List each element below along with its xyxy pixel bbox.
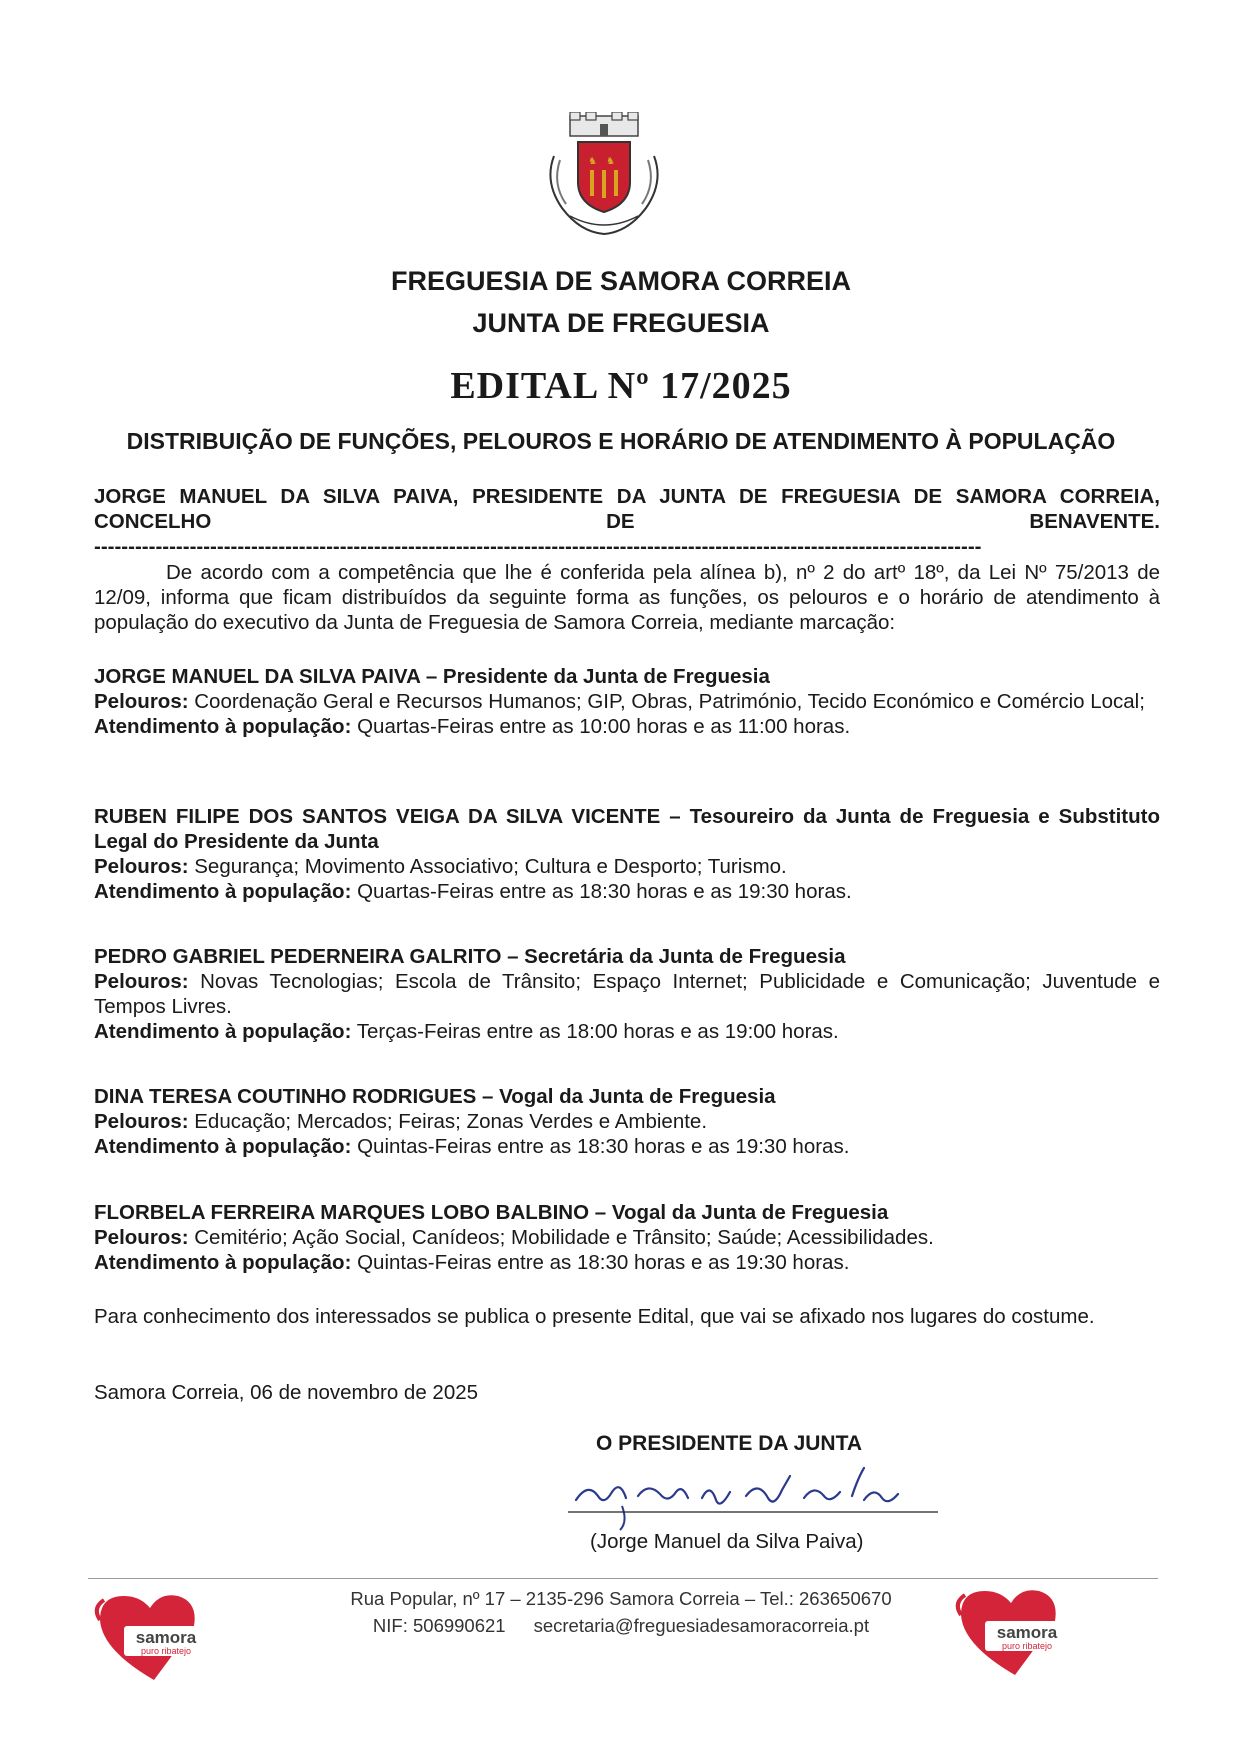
member-pelouros: Educação; Mercados; Feiras; Zonas Verdes e Ambiente.	[194, 1110, 708, 1133]
signatory-name: (Jorge Manuel da Silva Paiva)	[590, 1530, 864, 1553]
member-heading: RUBEN FILIPE DOS SANTOS VEIGA DA SILVA VICENTE – Tesoureiro da Junta de Freguesia e Substituto Legal do Presidente da Junta	[94, 805, 1160, 853]
svg-text:♞: ♞	[588, 156, 597, 167]
handwritten-signature	[568, 1452, 938, 1532]
atendimento-label: Atendimento à população:	[94, 1020, 352, 1043]
atendimento-label: Atendimento à população:	[94, 880, 352, 903]
samora-logo-right	[955, 1585, 1075, 1679]
footer-address: Rua Popular, nº 17 – 2135-296 Samora Correia – Tel.: 263650670	[350, 1588, 892, 1609]
svg-text:♞: ♞	[606, 156, 615, 167]
atendimento-label: Atendimento à população:	[94, 1135, 352, 1158]
logo-tagline: puro ribatejo	[1001, 1641, 1053, 1651]
coat-of-arms-crest	[540, 112, 668, 244]
intro-statement	[94, 484, 1160, 559]
footer-nif: NIF: 506990621	[372, 1615, 506, 1636]
pelouros-label: Pelouros:	[94, 970, 189, 993]
member-heading: FLORBELA FERREIRA MARQUES LOBO BALBINO – Vogal da Junta de Freguesia	[94, 1201, 889, 1224]
atendimento-label: Atendimento à população:	[94, 715, 352, 738]
footer-email: secretaria@freguesiadesamoracorreia.pt	[533, 1615, 870, 1636]
member-entry	[94, 804, 1160, 904]
member-entry	[94, 944, 1160, 1044]
intro-paragraph: De acordo com a competência que lhe é conferida pela alínea b), nº 2 do artº 18º, da Lei Nº 75/2013 de 12/09, informa que ficam distribuídos da seguinte forma as funções, os pelouros e o horário de atendimento à população do executivo da Junta de Freguesia de Samora Correia, mediante marcação:	[94, 561, 1160, 634]
member-entry	[94, 664, 1160, 739]
member-pelouros: Novas Tecnologias; Escola de Trânsito; Espaço Internet; Publicidade e Comunicação; Juventude e Tempos Livres.	[94, 970, 1161, 1018]
member-heading: PEDRO GABRIEL PEDERNEIRA GALRITO – Secretária da Junta de Freguesia	[94, 945, 846, 968]
member-entry	[94, 1084, 1160, 1159]
member-heading: DINA TERESA COUTINHO RODRIGUES – Vogal da Junta de Freguesia	[94, 1085, 776, 1108]
member-pelouros: Segurança; Movimento Associativo; Cultura e Desporto; Turismo.	[194, 855, 787, 878]
member-atendimento: Quintas-Feiras entre as 18:30 horas e as 19:30 horas.	[357, 1251, 850, 1274]
intro-dashes: ----------------------------------------------------------------------------------------------------------------------------------	[94, 535, 982, 558]
logo-word: samora	[996, 1623, 1058, 1642]
pelouros-label: Pelouros:	[94, 690, 189, 713]
intro-text: JORGE MANUEL DA SILVA PAIVA, PRESIDENTE DA JUNTA DE FREGUESIA DE SAMORA CORREIA, CONCELHO DE BENAVENTE.	[94, 485, 1160, 533]
member-pelouros: Coordenação Geral e Recursos Humanos; GIP, Obras, Património, Tecido Económico e Comércio Local;	[194, 690, 1145, 713]
member-atendimento: Quartas-Feiras entre as 18:30 horas e as 19:30 horas.	[357, 880, 852, 903]
organization-subtitle: JUNTA DE FREGUESIA	[472, 308, 770, 338]
edital-number: EDITAL Nº 17/2025	[450, 365, 792, 407]
place-date: Samora Correia, 06 de novembro de 2025	[94, 1381, 479, 1404]
document-title: DISTRIBUIÇÃO DE FUNÇÕES, PELOUROS E HORÁRIO DE ATENDIMENTO À POPULAÇÃO	[126, 428, 1116, 454]
member-atendimento: Quintas-Feiras entre as 18:30 horas e as 19:30 horas.	[357, 1135, 850, 1158]
member-atendimento: Terças-Feiras entre as 18:00 horas e as 19:00 horas.	[356, 1020, 839, 1043]
organization-name: FREGUESIA DE SAMORA CORREIA	[390, 266, 852, 296]
logo-tagline: puro ribatejo	[140, 1646, 192, 1656]
pelouros-label: Pelouros:	[94, 855, 189, 878]
member-atendimento: Quartas-Feiras entre as 10:00 horas e as 11:00 horas.	[357, 715, 851, 738]
member-entry	[94, 1200, 1160, 1275]
member-heading: JORGE MANUEL DA SILVA PAIVA – Presidente da Junta de Freguesia	[94, 665, 770, 688]
signatory-title: O PRESIDENTE DA JUNTA	[596, 1432, 863, 1455]
member-pelouros: Cemitério; Ação Social, Canídeos; Mobilidade e Trânsito; Saúde; Acessibilidades.	[194, 1226, 934, 1249]
logo-word: samora	[135, 1628, 197, 1647]
pelouros-label: Pelouros:	[94, 1226, 189, 1249]
footer-divider	[88, 1578, 1158, 1579]
closing-paragraph: Para conhecimento dos interessados se publica o presente Edital, que vai se afixado nos lugares do costume.	[94, 1305, 1095, 1328]
atendimento-label: Atendimento à população:	[94, 1251, 352, 1274]
pelouros-label: Pelouros:	[94, 1110, 189, 1133]
